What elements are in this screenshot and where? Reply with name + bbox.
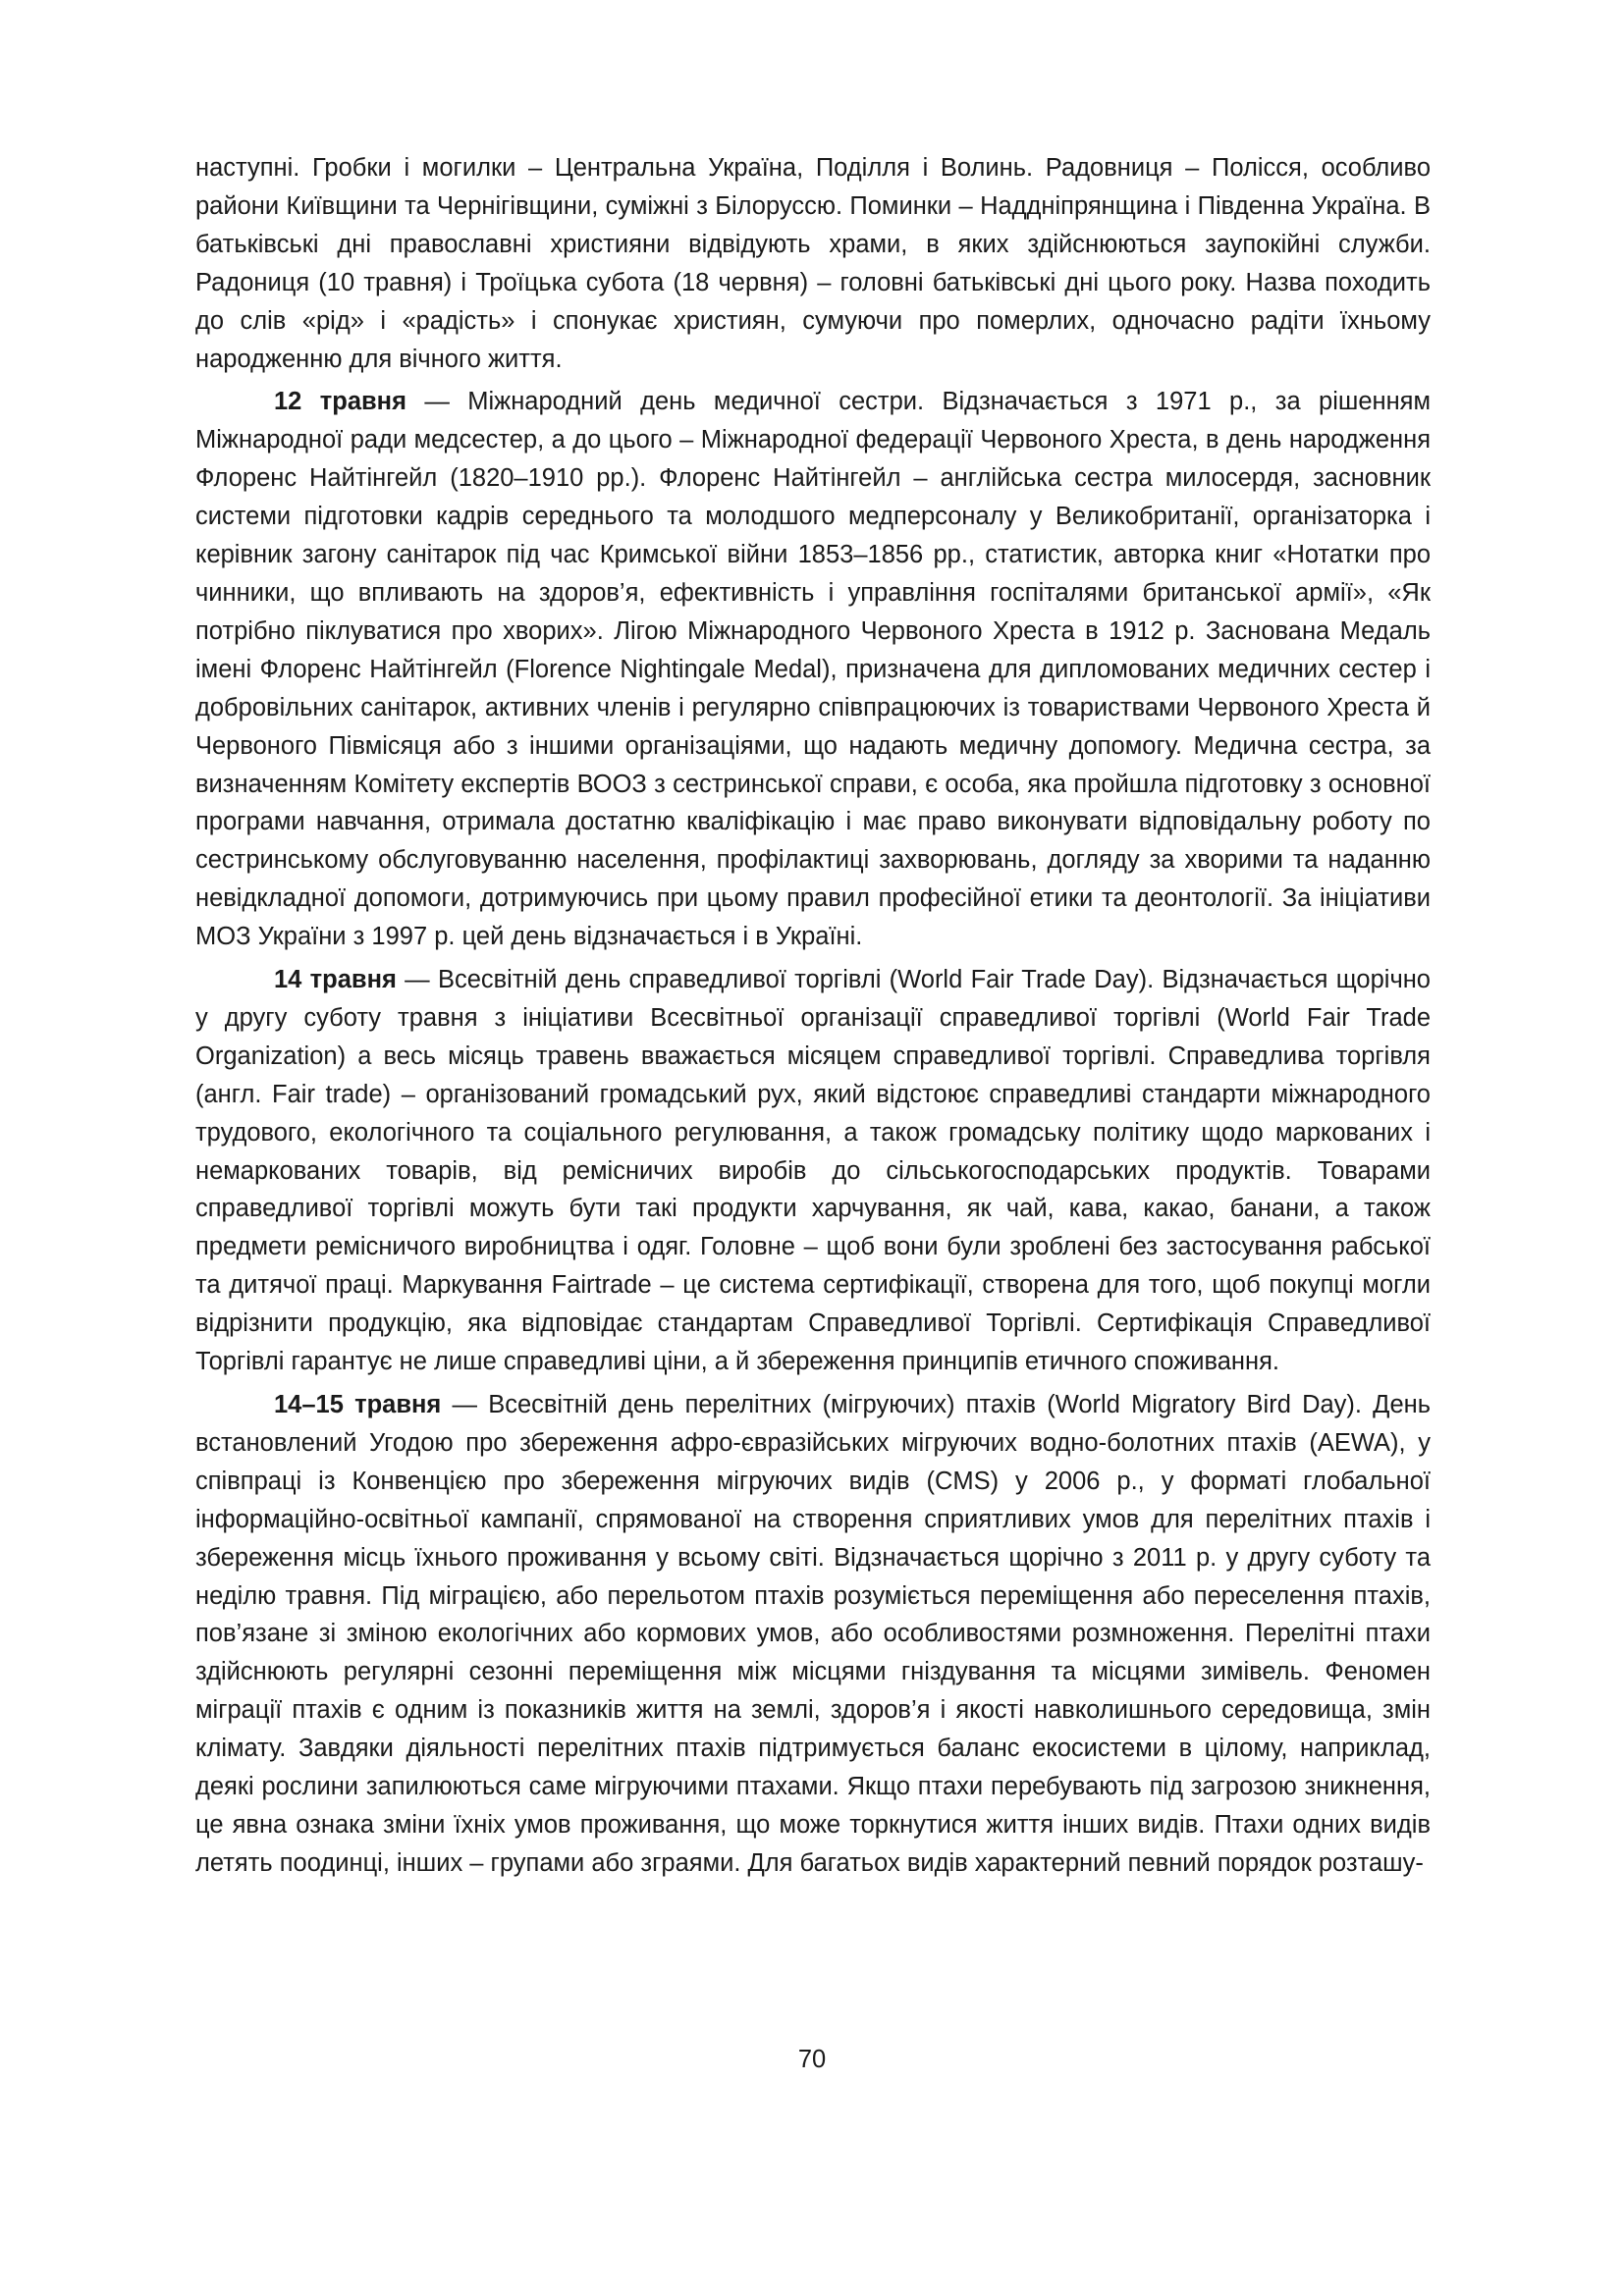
paragraph-text: — Всесвітній день перелітних (мігруючих) птахів (World Migratory Bird Day). День встановлений Угодою про збереження афро-євразійських мігруючих водно-болотних птахів (AEWA), у співпраці із Конвенцією про збереження мігруючих видів (CMS) у 2006 р., у форматі глобальної інформаційно-освітньої кампанії, спрямованої на створення сприятливих умов для перелітних птахів і збереження місць їхнього проживання у всьому світі. Відзначається щорічно з 2011 р. у другу суботу та неділю травня. Під міграцією, або перельотом птахів розуміється переміщення або переселення птахів, пов’язане зі зміною екологічних або кормових умов, або особливостями розмноження. Перелітні птахи здійснюють регулярні сезонні переміщення між місцями гніздування та місцями зимівель. Феномен міграції птахів є одним із показників життя на землі, здоров’я і якості навколишнього середовища, змін клімату. Завдяки діяльності перелітних птахів підтримується баланс екосистеми в цілому, наприклад, деякі рослини запилюються саме мігруючими птахами. Якщо птахи перебувають під загрозою зникнення, це явна ознака зміни їхніх умов проживання, що може торкнутися життя інших видів. Птахи одних видів летять поодинці, інших – групами або зграями. Для багатьох видів характерний певний порядок розташу- <box>195 1391 1431 1877</box>
paragraph-date: 14–15 травня <box>274 1391 442 1418</box>
paragraph-text: наступні. Гробки і могилки – Центральна Україна, Поділля і Волинь. Радовниця – Полісся, особливо райони Київщини та Чернігівщини, суміжні з Білоруссю. Поминки – Наддніпрянщина і Південна Україна. В батьківські дні православні християни відвідують храми, в яких здійснюються заупокійні служби. Радониця (10 травня) і Троїцька субота (18 червня) – головні батьківські дні цього року. Назва походить до слів «рід» і «радість» і спонукає християн, сумуючи про померлих, одночасно радіти їхньому народженню для вічного життя. <box>195 154 1431 373</box>
paragraph-continuation <box>195 149 1431 378</box>
paragraph-date: 12 травня <box>274 388 406 416</box>
page-number: 70 <box>797 2046 827 2073</box>
paragraph-text: — Всесвітній день справедливої торгівлі (World Fair Trade Day). Відзначається щорічно у другу суботу травня з ініціативи Всесвітньої організації справедливої торгівлі (World Fair Trade Organization) а весь місяць травень вважається місяцем справедливої торгівлі. Справедлива торгівля (англ. Fair trade) – організований громадський рух, який відстоює справедливі стандарти міжнародного трудового, екологічного та соціального регулювання, а також громадську політику щодо маркованих і немаркованих товарів, від ремісничих виробів до сільськогосподарських продуктів. Товарами справедливої торгівлі можуть бути такі продукти харчування, як чай, кава, какао, банани, а також предмети ремісничого виробництва і одяг. Головне – щоб вони були зроблені без застосування рабської та дитячої праці. Маркування Fairtrade – це система сертифікації, створена для того, щоб покупці могли відрізнити продукцію, яка відповідає стандартам Справедливої Торгівлі. Сертифікація Справедливої Торгівлі гарантує не лише справедливі ціни, а й збереження принципів етичного споживання. <box>195 966 1431 1376</box>
paragraph-nurse-day <box>195 383 1431 956</box>
paragraph-fair-trade-day <box>195 961 1431 1381</box>
page-body-text <box>195 149 1431 1888</box>
paragraph-date: 14 травня <box>274 966 397 994</box>
paragraph-migratory-bird-day <box>195 1386 1431 1883</box>
paragraph-text: — Міжнародний день медичної сестри. Відзначається з 1971 р., за рішенням Міжнародної ради медсестер, а до цього – Міжнародної федерації Червоного Хреста, в день народження Флоренс Найтінгейл (1820–1910 рр.). Флоренс Найтінгейл – англійська сестра милосердя, засновник системи підготовки кадрів середнього та молодшого медперсоналу у Великобританії, організаторка і керівник загону санітарок під час Кримської війни 1853–1856 рр., статистик, авторка книг «Нотатки про чинники, що впливають на здоров’я, ефективність і управління госпіталями британської армії», «Як потрібно піклуватися про хворих». Лігою Міжнародного Червоного Хреста в 1912 р. Заснована Медаль імені Флоренс Найтінгейл (Florence Nightingale Medal), призначена для дипломованих медичних сестер і добровільних санітарок, активних членів і регулярно співпрацюючих із товариствами Червоного Хреста й Червоного Півмісяця або з іншими організаціями, що надають медичну допомогу. Медична сестра, за визначенням Комітету експертів ВООЗ з сестринської справи, є особа, яка пройшла підготовку з основної програми навчання, отримала достатню кваліфікацію і має право виконувати відповідальну роботу по сестринському обслуговуванню населення, профілактиці захворювань, догляду за хворими та наданню невідкладної допомоги, дотримуючись при цьому правил професійної етики та деонтології. За ініціативи МОЗ України з 1997 р. цей день відзначається і в Україні. <box>195 388 1432 951</box>
